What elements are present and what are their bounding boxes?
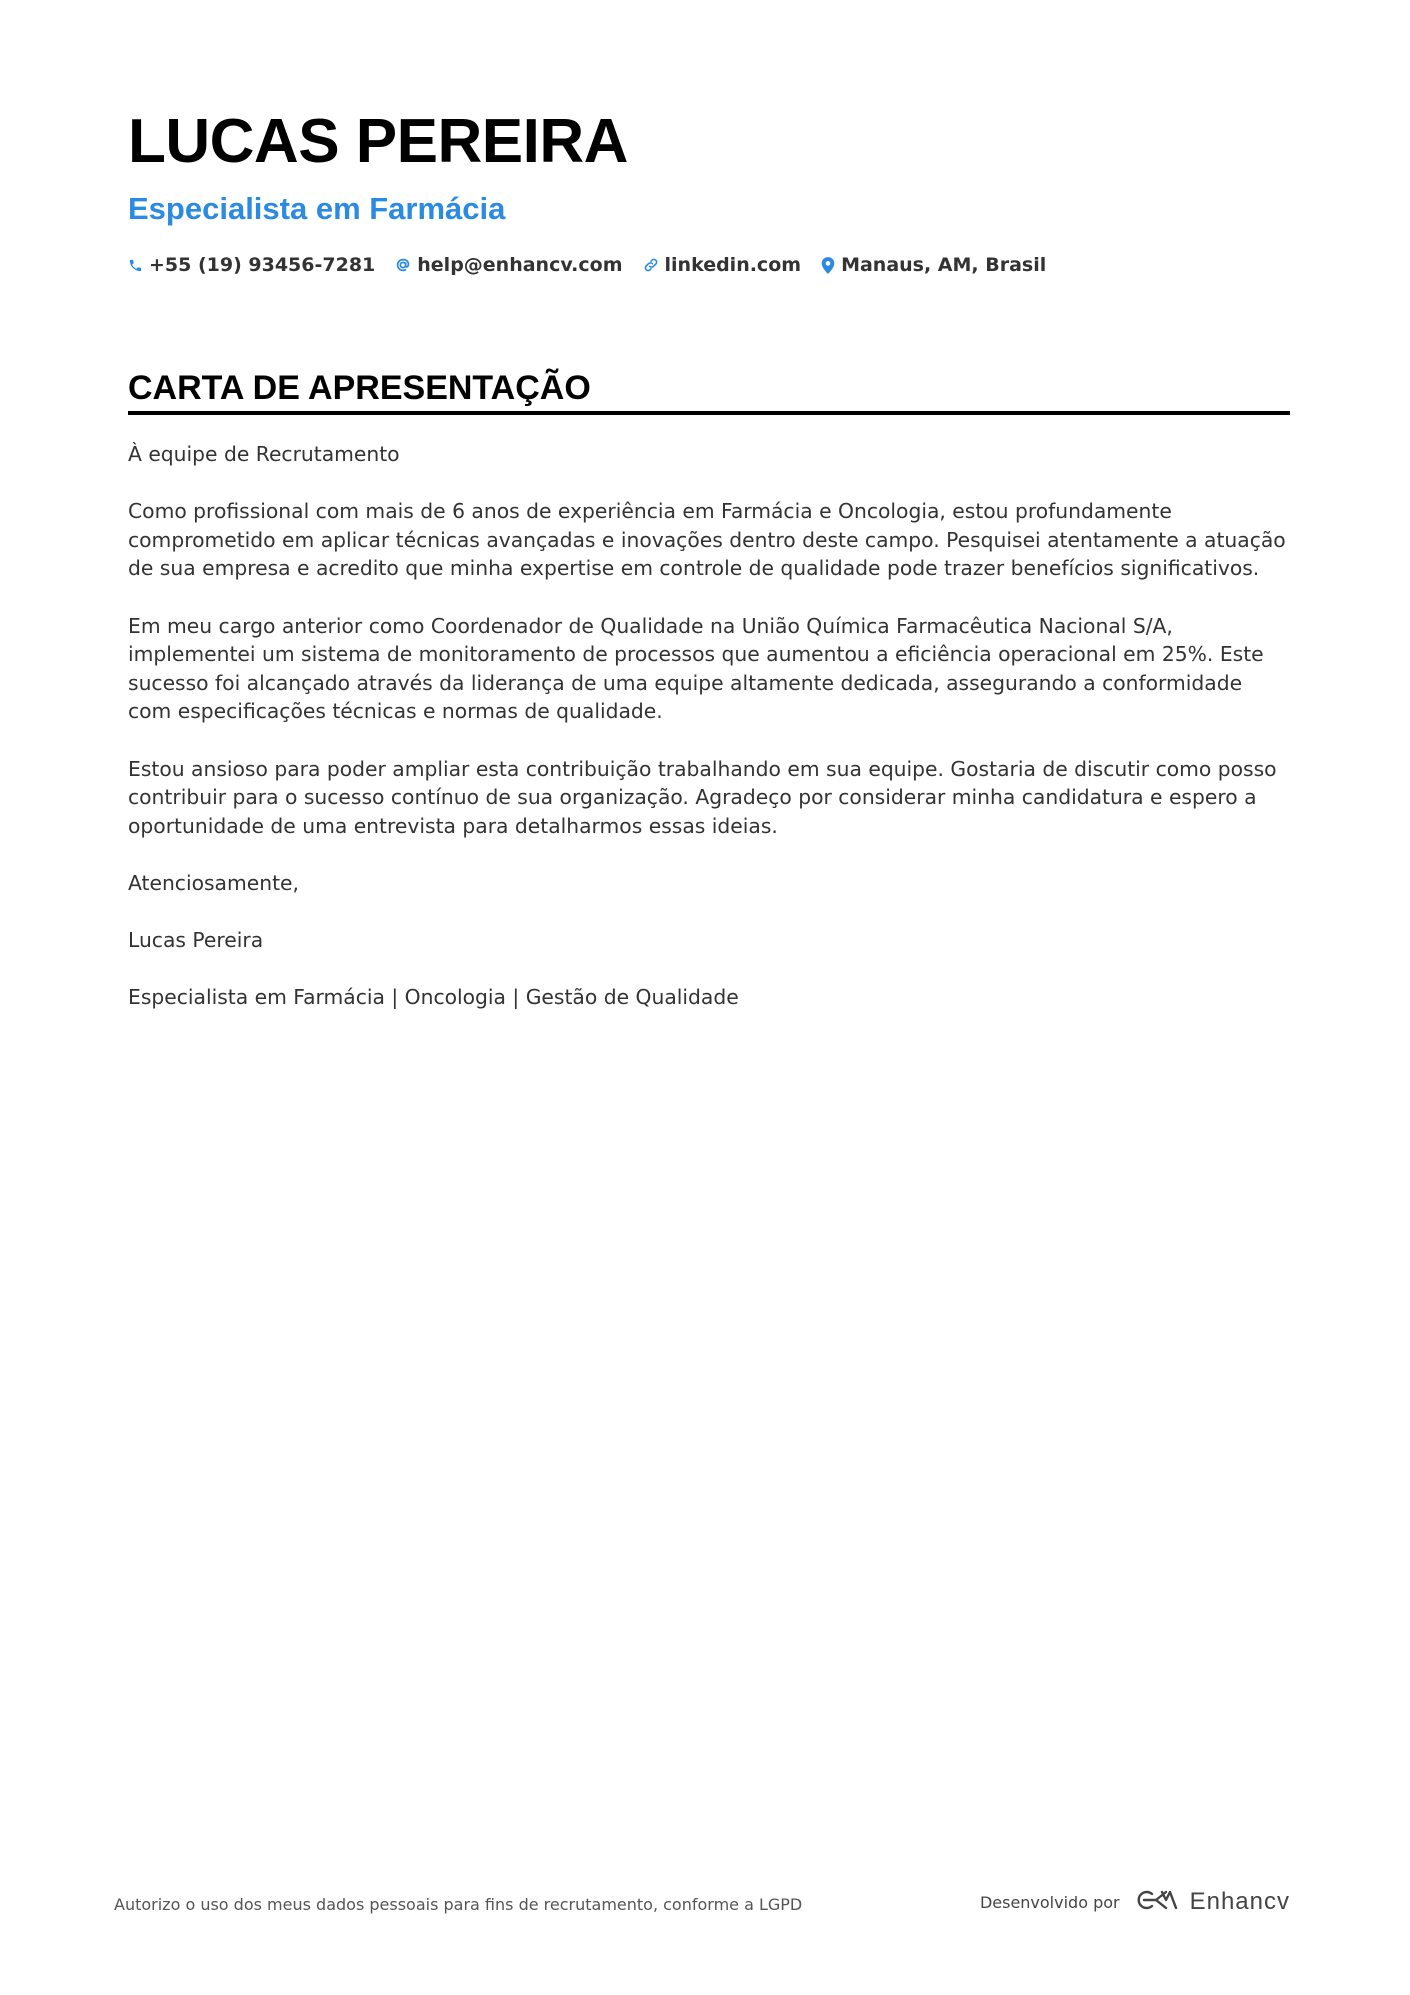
letter-tagline: Especialista em Farmácia | Oncologia | Gestão de Qualidade xyxy=(128,985,739,1010)
contact-location xyxy=(821,254,1046,276)
contact-email[interactable] xyxy=(395,254,622,276)
letter-paragraph: Em meu cargo anterior como Coordenador de Qualidade na União Química Farmacêutica Nacional S/A, implementei um sistema de monitoramento de processos que aumentou a eficiência operacional em 25%. Este sucesso foi alcançado através da liderança de uma equipe altamente dedicada, assegurando a conformidade com especificações técnicas e normas de qualidade. xyxy=(128,613,1264,724)
letter-paragraph: Estou ansioso para poder ampliar esta contribuição trabalhando em sua equipe. Gostaria de discutir como posso contribuir para o sucesso contínuo de sua organização. Agradeço por considerar minha candidatura e espero a oportunidade de uma entrevista para detalharmos essas ideias. xyxy=(128,756,1277,838)
phone-icon xyxy=(128,258,143,273)
location-pin-icon xyxy=(821,257,835,274)
section-title: CARTA DE APRESENTAÇÃO xyxy=(128,369,591,407)
letter-closing: Atenciosamente, xyxy=(128,870,299,895)
letter-body xyxy=(128,440,1290,1040)
contact-bar xyxy=(128,254,1046,276)
contact-phone-text: +55 (19) 93456-7281 xyxy=(149,254,376,276)
contact-linkedin[interactable] xyxy=(643,254,802,276)
contact-location-text: Manaus, AM, Brasil xyxy=(841,254,1047,276)
footer-branding[interactable] xyxy=(980,1888,1290,1916)
contact-phone[interactable] xyxy=(128,254,375,276)
section-divider xyxy=(128,411,1290,415)
brand-logo[interactable] xyxy=(1132,1888,1290,1916)
candidate-role: Especialista em Farmácia xyxy=(128,191,506,226)
letter-greeting: À equipe de Recrutamento xyxy=(128,442,400,466)
powered-by-label: Desenvolvido por xyxy=(979,1892,1120,1912)
at-icon xyxy=(395,257,411,273)
letter-signature: Lucas Pereira xyxy=(128,928,264,953)
enhancv-logo-icon xyxy=(1132,1888,1180,1916)
letter-paragraph: Como profissional com mais de 6 anos de experiência em Farmácia e Oncologia, estou profundamente comprometido em aplicar técnicas avançadas e inovações dentro deste campo. Pesquisei atentamente a atuação de sua empresa e acredito que minha expertise em controle de qualidade pode trazer benefícios significativos. xyxy=(128,499,1286,581)
link-icon xyxy=(643,257,659,273)
contact-email-text: help@enhancv.com xyxy=(417,254,623,276)
brand-name: Enhancv xyxy=(1189,1888,1290,1915)
consent-note: Autorizo o uso dos meus dados pessoais para fins de recrutamento, conforme a LGPD xyxy=(114,1895,803,1914)
candidate-name: LUCAS PEREIRA xyxy=(128,107,628,176)
contact-linkedin-text: linkedin.com xyxy=(664,254,802,276)
